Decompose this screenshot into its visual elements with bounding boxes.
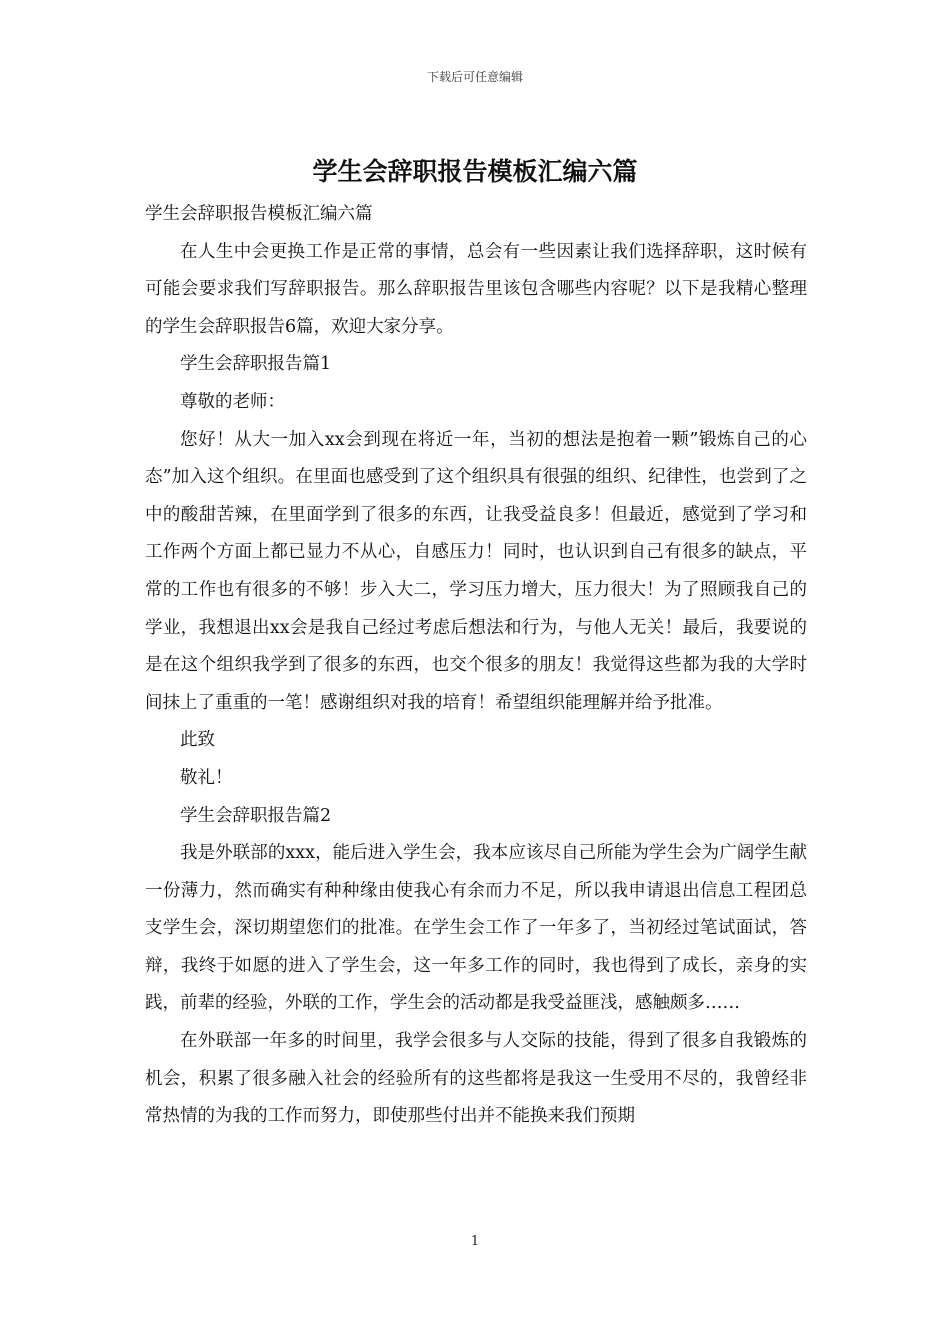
subtitle: 学生会辞职报告模板汇编六篇 — [145, 204, 373, 224]
paragraph-intro: 在人生中会更换工作是正常的事情，总会有一些因素让我们选择辞职，这时候有可能会要求我们写辞职报告。那么辞职报告里该包含哪些内容呢？以下是我精心整理的学生会辞职报告6篇，欢迎大家分享。 — [145, 241, 807, 337]
header-note: 下载后可任意编辑 — [426, 70, 523, 84]
salutation: 尊敬的老师： — [180, 391, 285, 412]
paragraph-letter-1: 您好！从大一加入xx会到现在将近一年，当初的想法是抱着一颗”锻炼自己的心态”加入这个组织。在里面也感受到了这个组织具有很强的组织、纪律性，也尝到了之中的酸甜苦辣，在里面学到了很多的东西，让我受益良多！但最近，感觉到了学习和工作两个方面上都已显力不从心，自感压力！同时，也认识到自己有很多的缺点，平常的工作也有很多的不够！步入大二，学习压力增大，压力很大！为了照顾我自己的学业，我想退出xx会是我自己经过考虑后想法和行为，与他人无关！最后，我要说的是在这个组织我学到了很多的东西，也交个很多的朋友！我觉得这些都为我的大学时间抹上了重重的一笔！感谢组织对我的培育！希望组织能理解并给予批准。 — [145, 429, 807, 713]
section-heading-2: 学生会辞职报告篇2 — [180, 805, 332, 826]
page-number: 1 — [470, 1234, 480, 1249]
closing-cizhi: 此致 — [180, 730, 215, 751]
document-body — [145, 196, 807, 1136]
closing-jingli: 敬礼！ — [180, 767, 233, 788]
section-heading-1: 学生会辞职报告篇1 — [180, 354, 332, 375]
document-title: 学生会辞职报告模板汇编六篇 — [312, 157, 638, 186]
paragraph-letter-2a: 我是外联部的xxx，能后进入学生会，我本应该尽自己所能为学生会为广阔学生献一份薄力，然而确实有种种缘由使我心有余而力不足，所以我申请退出信息工程团总支学生会，深切期望您们的批准。在学生会工作了一年多了，当初经过笔试面试，答辩，我终于如愿的进入了学生会，这一年多工作的同时，我也得到了成长，亲身的实践，前辈的经验，外联的工作，学生会的活动都是我受益匪浅，感触颇多…… — [145, 843, 807, 1014]
paragraph-letter-2b: 在外联部一年多的时间里，我学会很多与人交际的技能，得到了很多自我锻炼的机会，积累了很多融入社会的经验所有的这些都将是我这一生受用不尽的，我曾经非常热情的为我的工作而努力，即使那些付出并不能换来我们预期 — [145, 1031, 807, 1127]
